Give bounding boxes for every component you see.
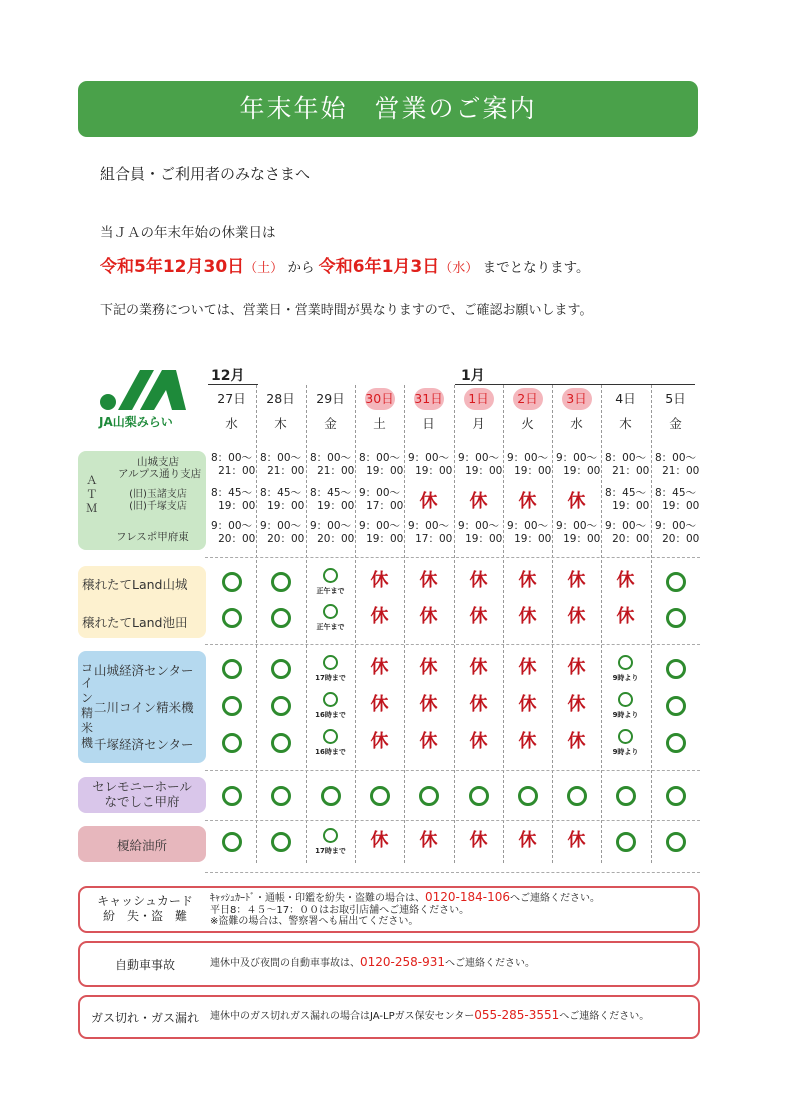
closed-mark: 休 [419,570,438,591]
open-circle-icon [618,692,633,707]
ceremony-label [85,779,199,809]
closed-mark: 休 [370,606,389,627]
open-circle-icon [666,608,686,628]
open-mark [256,659,305,683]
atm-hours: 9：00～ 19：00 [407,452,453,477]
closed-mark: 休 [469,657,488,678]
closed-mark: 休 [518,731,537,752]
open-mark [207,786,256,810]
atm-hours: 8：45～ 19：00 [309,487,355,512]
holiday-period [100,252,590,277]
label-minori [78,566,206,638]
open-circle-icon [618,655,633,670]
card-phone: 0120-184-106 [425,890,511,904]
hours-note: 17時まで [315,847,346,855]
day-of-week: 木 [619,416,632,431]
open-circle-icon [616,786,636,806]
day-date [601,388,650,410]
hours-note: 17時まで [315,674,346,682]
card-text2: 平日8：４５～17：００はお取引店舗へご連絡ください。 [210,904,470,916]
open-mark [601,692,650,719]
closed-mark: 休 [419,830,438,851]
day-of-week: 金 [324,416,337,431]
open-mark [207,572,256,596]
atm-branch-chizuka: (旧)千塚支店 [129,501,187,512]
closed-mark: 休 [370,830,389,851]
atm-branch-alps: アルプス通り支店 [118,468,202,480]
open-circle-icon [370,786,390,806]
open-circle-icon [271,608,291,628]
hours-note: 16時まで [315,748,346,756]
minori2-label: 穣れたてLand池田 [82,615,188,630]
open-circle-icon [222,832,242,852]
car-phone: 0120-258-931 [360,955,446,969]
open-mark [601,729,650,756]
card-label-line2: 紛 失・盗 難 [102,909,187,923]
open-circle-icon [666,733,686,753]
day-of-week: 火 [521,416,534,431]
period-end-dow: （水） [439,261,479,276]
date-label: 27日 [217,391,246,406]
atm-hours: 9：00～ 20：00 [210,520,256,545]
open-mark [256,572,305,596]
label-atm [78,451,206,550]
date-label: 28日 [266,391,295,406]
atm-hours: 9：00～ 17：00 [407,520,453,545]
open-mark [651,659,700,683]
date-label: 30日 [365,388,395,410]
open-mark [306,692,355,719]
open-circle-icon [222,572,242,592]
coin1-label: 山城経済センター [94,663,194,678]
open-mark [454,786,503,810]
open-mark [601,655,650,682]
period-from: から [287,260,315,276]
open-circle-icon [666,786,686,806]
hours-note: 9時より [612,674,639,682]
atm-hours: 9：00～ 19：00 [506,520,552,545]
card-label-line1: キャッシュカード [97,894,193,908]
open-circle-icon [222,659,242,679]
open-mark [601,786,650,810]
ceremony-line2: なでしこ甲府 [104,794,180,809]
open-mark [306,828,355,855]
coin-vertical-label: コイン精米機 [81,661,94,750]
open-mark [306,729,355,756]
atm-branch-fresupo: フレスポ甲府東 [116,531,189,543]
atm-hours: 8：00～ 21：00 [210,452,256,477]
contact-gas-leak [78,995,700,1039]
day-of-week: 木 [274,416,287,431]
closed-mark: 休 [469,694,488,715]
open-mark [651,572,700,596]
open-mark [207,608,256,632]
car-accident-text [210,957,535,970]
open-circle-icon [518,786,538,806]
closed-mark: 休 [469,570,488,591]
atm-branch-yamashiro: 山城支店 [137,456,179,468]
date-label: 31日 [414,388,444,410]
greeting: 組合員・ご利用者のみなさまへ [100,165,311,183]
closed-mark: 休 [469,606,488,627]
atm-hours: 9：00～ 19：00 [358,520,404,545]
day-date [503,388,552,410]
closed-mark: 休 [469,491,488,512]
day-of-week: 水 [570,416,583,431]
label-gas-station [78,826,206,862]
card-text1b: へご連絡ください。 [510,893,601,904]
card-text1a: ｷｬｯｼｭｶｰﾄﾞ・通帳・印鑑を紛失・盗難の場合は、 [210,893,425,904]
open-circle-icon [271,786,291,806]
closed-mark: 休 [567,606,586,627]
day-date [355,388,404,410]
open-mark [306,655,355,682]
gas-leak-label: ガス切れ・ガス漏れ [90,1011,199,1025]
open-mark [256,608,305,632]
closed-mark: 休 [419,606,438,627]
open-circle-icon [618,729,633,744]
closed-mark: 休 [518,694,537,715]
atm-hours: 8：00～ 21：00 [309,452,355,477]
closed-mark: 休 [370,731,389,752]
open-circle-icon [271,659,291,679]
open-mark [651,786,700,810]
closed-mark: 休 [518,491,537,512]
open-circle-icon [666,659,686,679]
row-separator [205,644,700,645]
closed-mark: 休 [419,731,438,752]
period-tail: までとなります。 [482,260,590,276]
day-date [404,388,453,410]
open-circle-icon [567,786,587,806]
closed-mark: 休 [469,731,488,752]
row-separator [205,557,700,558]
open-circle-icon [666,832,686,852]
open-mark [306,568,355,595]
closed-mark: 休 [518,570,537,591]
atm-hours: 8：00～ 19：00 [358,452,404,477]
gas-station-label: 榎給油所 [116,838,167,853]
closed-mark: 休 [518,606,537,627]
closed-mark: 休 [567,570,586,591]
open-mark [256,733,305,757]
open-circle-icon [222,608,242,628]
day-of-week: 土 [373,416,386,431]
open-mark [306,604,355,631]
day-date [552,388,601,410]
hours-note: 正午まで [316,587,345,595]
month-dec-underline [208,384,258,385]
open-mark [651,608,700,632]
atm-hours: 8：45～ 19：00 [654,487,700,512]
day-date [207,388,256,410]
open-circle-icon [323,729,338,744]
closed-mark: 休 [469,830,488,851]
car-text-b: へご連絡ください。 [445,958,536,969]
minori1-label: 穣れたてLand山城 [82,577,188,592]
open-circle-icon [222,733,242,753]
open-mark [651,832,700,856]
period-end: 令和6年1月3日 [318,257,440,277]
open-mark [256,832,305,856]
closed-mark: 休 [518,657,537,678]
atm-vertical-label: ＡＴＭ [86,473,98,515]
closed-mark: 休 [419,657,438,678]
day-of-week: 日 [422,416,435,431]
closed-mark: 休 [370,570,389,591]
date-label: 5日 [665,391,686,406]
logo-text: JA山梨みらい [99,415,173,429]
gas-leak-text [210,1010,649,1023]
open-mark [651,696,700,720]
atm-hours: 8：00～ 21：00 [604,452,650,477]
date-label: 1日 [464,388,494,410]
open-mark [651,733,700,757]
open-circle-icon [323,692,338,707]
date-label: 2日 [513,388,543,410]
gasleak-text-a: 連休中のガス切れガス漏れの場合はJA-LPガス保安センター [210,1011,475,1022]
closed-mark: 休 [370,657,389,678]
atm-hours: 9：00～ 20：00 [654,520,700,545]
date-label: 3日 [562,388,592,410]
atm-branch-tamamoro: (旧)玉諸支店 [129,489,187,500]
month-dec: 12月 [211,368,245,384]
hours-note: 9時より [612,748,639,756]
open-circle-icon [271,832,291,852]
date-label: 29日 [316,391,345,406]
card-text3: ※盗難の場合は、警察署へも届出てください。 [210,916,419,927]
open-circle-icon [323,604,338,619]
atm-hours: 9：00～ 20：00 [259,520,305,545]
closed-mark: 休 [567,657,586,678]
hours-note: 正午まで [316,623,345,631]
ceremony-line1: セレモニーホール [92,779,192,794]
open-circle-icon [321,786,341,806]
open-circle-icon [419,786,439,806]
open-mark [404,786,453,810]
closed-mark: 休 [518,830,537,851]
closed-mark: 休 [370,694,389,715]
atm-hours: 9：00～ 19：00 [457,452,503,477]
open-circle-icon [271,572,291,592]
open-circle-icon [222,696,242,716]
page-title: 年末年始 営業のご案内 [78,81,698,137]
contact-card-loss [78,886,700,933]
atm-hours: 8：45～ 19：00 [210,487,256,512]
atm-hours: 8：00～ 21：00 [654,452,700,477]
open-circle-icon [323,828,338,843]
open-circle-icon [271,733,291,753]
closed-mark: 休 [567,731,586,752]
intro-text: 当ＪＡの年末年始の休業日は [100,225,276,241]
month-jan: 1月 [461,368,485,384]
closed-mark: 休 [616,606,635,627]
open-circle-icon [666,696,686,716]
day-date [306,388,355,410]
day-date [651,388,700,410]
car-accident-label: 自動車事故 [114,958,175,972]
open-circle-icon [222,786,242,806]
closed-mark: 休 [567,491,586,512]
label-ceremony [78,777,206,813]
day-of-week: 金 [669,416,682,431]
open-mark [207,696,256,720]
atm-group2 [118,489,198,513]
open-circle-icon [666,572,686,592]
atm-hours: 9：00～ 17：00 [358,487,404,512]
closed-mark: 休 [567,694,586,715]
hours-note: 9時より [612,711,639,719]
coin3-label: 千塚経済センター [94,737,194,752]
open-circle-icon [323,655,338,670]
open-mark [503,786,552,810]
open-mark [601,832,650,856]
closed-mark: 休 [419,694,438,715]
closed-mark: 休 [419,491,438,512]
atm-hours: 9：00～ 19：00 [555,452,601,477]
closed-mark: 休 [616,570,635,591]
day-of-week: 水 [225,416,238,431]
label-coin [78,651,206,763]
coin2-label: 二川コイン精米機 [94,700,194,715]
hours-note: 16時まで [315,711,346,719]
gasleak-text-b: へご連絡ください。 [559,1011,650,1022]
open-mark [207,733,256,757]
open-mark [355,786,404,810]
atm-hours: 9：00～ 19：00 [457,520,503,545]
date-label: 4日 [615,391,636,406]
day-date [256,388,305,410]
atm-group1 [118,456,202,480]
atm-hours: 9：00～ 19：00 [506,452,552,477]
open-mark [256,696,305,720]
open-mark [552,786,601,810]
atm-hours: 8：00～ 21：00 [259,452,305,477]
period-start: 令和5年12月30日 [100,257,245,277]
open-mark [207,832,256,856]
open-circle-icon [271,696,291,716]
card-loss-label [90,894,200,924]
atm-hours: 8：45～ 19：00 [259,487,305,512]
day-date [454,388,503,410]
period-start-dow: （土） [244,261,284,276]
open-circle-icon [323,568,338,583]
gasleak-phone: 055-285-3551 [474,1008,560,1022]
closed-mark: 休 [567,830,586,851]
open-mark [306,786,355,810]
atm-hours: 9：00～ 20：00 [309,520,355,545]
open-mark [256,786,305,810]
card-loss-text [210,892,600,928]
open-circle-icon [616,832,636,852]
open-mark [207,659,256,683]
atm-hours: 9：00～ 20：00 [604,520,650,545]
row-separator [205,872,700,873]
car-text-a: 連休中及び夜間の自動車事故は、 [210,958,360,969]
open-circle-icon [469,786,489,806]
atm-hours: 8：45～ 19：00 [604,487,650,512]
row-separator [205,820,700,821]
row-separator [205,770,700,771]
day-of-week: 月 [472,416,485,431]
notice-text: 下記の業務については、営業日・営業時間が異なりますので、ご確認お願いします。 [100,303,593,318]
contact-car-accident [78,941,700,987]
atm-hours: 9：00～ 19：00 [555,520,601,545]
month-jan-underline [455,384,695,385]
